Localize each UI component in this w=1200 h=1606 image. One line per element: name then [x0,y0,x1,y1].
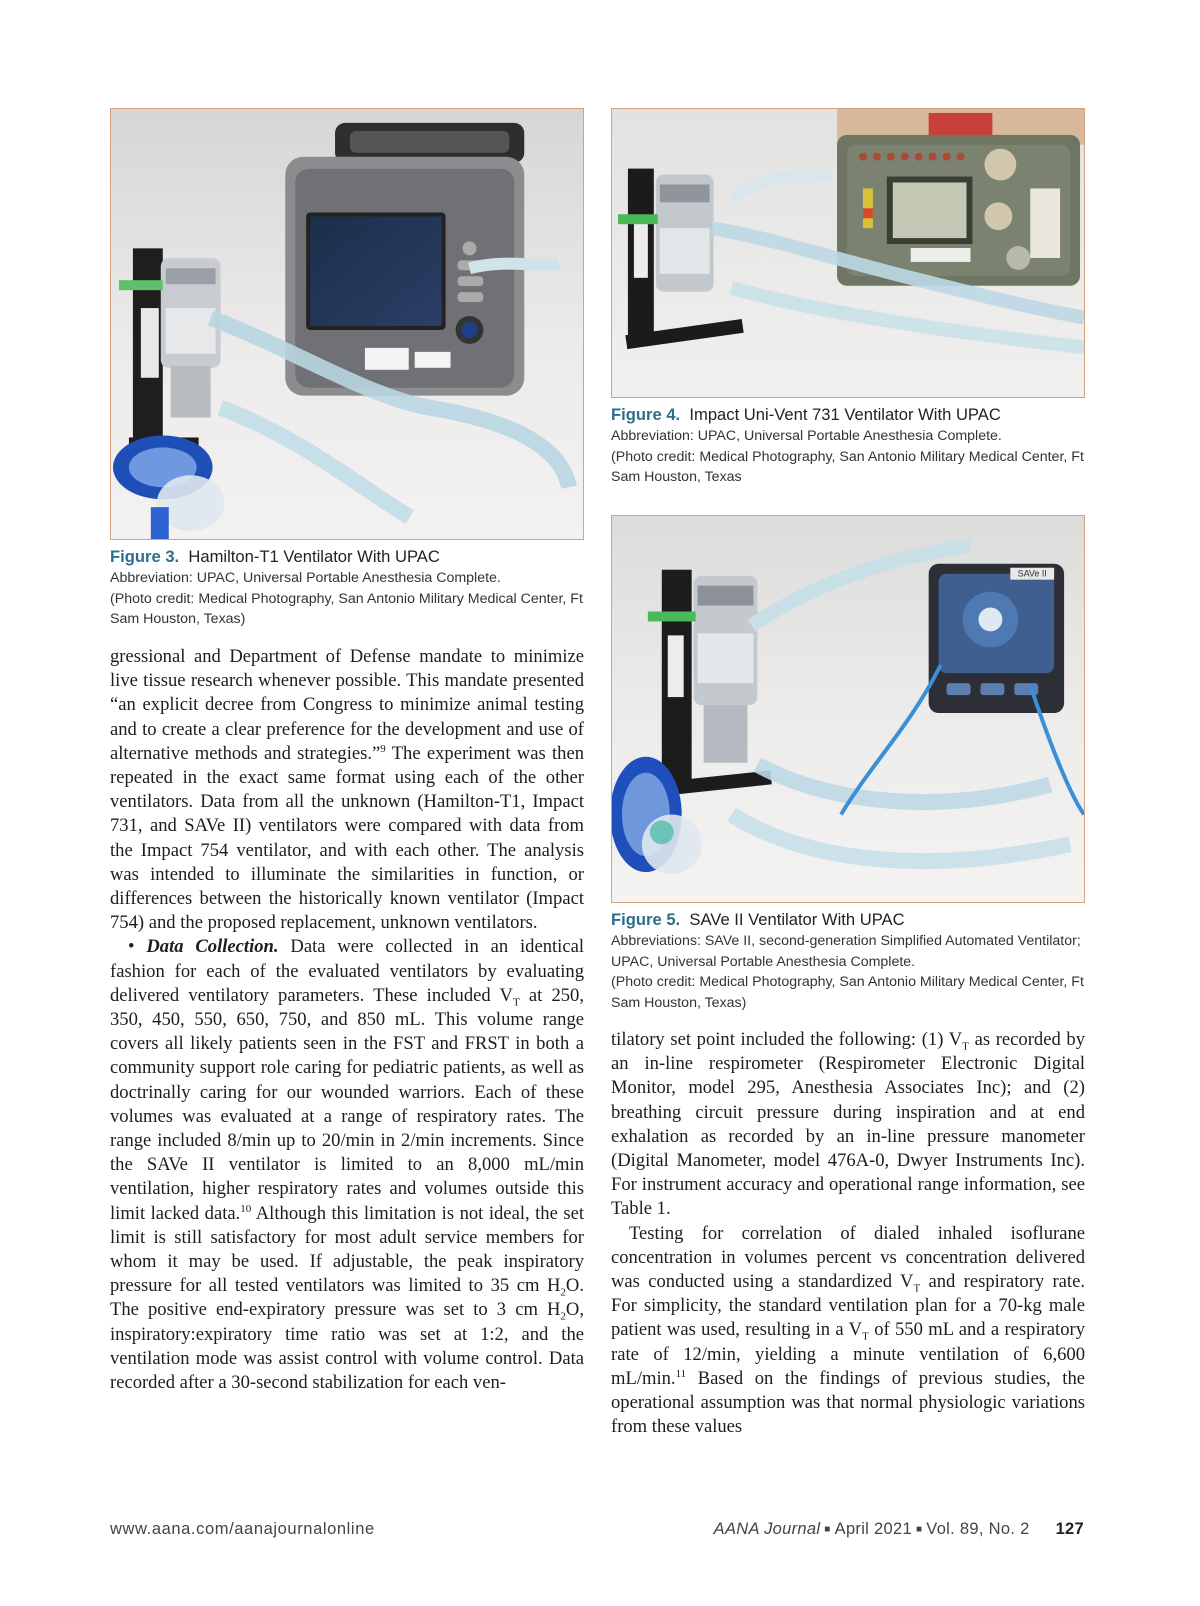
right-p2-text-c: of 550 mL and a respiratory rate of 12/min, yielding a minute ventilation of 6,600 mL/min. [611,1319,1086,1389]
left-paragraph-1 [110,645,584,935]
reference-11: 11 [675,1367,687,1380]
subscript-t: T [913,1282,921,1295]
footer-volume: Vol. 89, No. 2 [926,1520,1030,1538]
footer-date: April 2021 [834,1520,912,1538]
figure-4-caption [611,404,1085,488]
figure-5-abbreviation: Abbreviations: SAVe II, second-generation Simplified Automated Ventilator; UPAC, Universal Portable Anesthesia Complete. [611,933,1081,970]
right-paragraph-2 [611,1222,1085,1440]
left-p2-text-e: O, inspiratory:expiratory time ratio was set at 1:2, and the ventilation mode was assist control with volume control. Data recorded after a 30-second stabilization for each ven- [110,1299,584,1394]
footer-journal-name: AANA Journal [713,1520,821,1538]
figure-5-caption [611,909,1085,1013]
reference-10: 10 [240,1202,252,1215]
subscript-2: 2 [560,1287,566,1299]
subscript-t: T [962,1040,969,1053]
footer-separator: ■ [915,1524,923,1535]
figure-4-credit: (Photo credit: Medical Photography, San Antonio Military Medical Center, Ft Sam Houston, Texas [611,448,1084,485]
figure-4-title-line [611,404,1085,426]
figure-3-caption [110,546,584,630]
subscript-t: T [512,996,520,1009]
left-p1-text-a: gressional and Department of Defense mandate to minimize live tissue research whenever possible. This mandate presented “an explicit decree from Congress to minimize animal testing and to create a clear preference for the development and use of alternative methods and strategies.” [110,646,584,764]
figure-4-title: Impact Uni-Vent 731 Ventilator With UPAC [689,405,1001,424]
page-number: 127 [1055,1520,1084,1538]
left-p2-text-b: at 250, 350, 450, 550, 650, 750, and 850 mL. This volume range covers all likely patients seen in the FST and FRST in both a community support role caring for pediatric patients, as well as doctrinally caring for our wounded warriors. Each of these volumes was evaluated at a range of respiratory rates. The range included 8/min up to 20/min in 2/min increments. Since the SAVe II ventilator is limited to an 8,000 mL/min ventilation, higher respiratory rates and volumes outside this limit lacked data. [110,984,584,1224]
footer-journal-info [714,1520,1084,1539]
left-body-text [110,645,584,1395]
figure-5-title-line [611,909,1085,931]
left-p2-text-d: O. The positive end-expiratory pressure was set to 3 cm H [110,1275,584,1321]
figure-3-title: Hamilton-T1 Ventilator With UPAC [188,547,440,566]
right-body-text [611,1028,1085,1439]
left-p1-text-b: The experiment was then repeated in the exact same format using each of the other ventilators. Data from all the unknown (Hamilton-T1, Impact 731, and SAVe II) ventilators were compared with data from the Impact 754 ventilator, and with each other. The analysis was intended to illuminate the similarities in function, or differences between the historically known ventilator (Impact 754) and the proposed replacement, unknown ventilators. [110,742,584,934]
figure-3-credit: (Photo credit: Medical Photography, San Antonio Military Medical Center, Ft Sam Houston, Texas) [110,590,583,627]
bullet-glyph: • [128,936,147,958]
right-p2-text-d: Based on the findings of previous studies, the operational assumption was that normal physiologic variations from these values [611,1367,1085,1438]
footer-url[interactable]: www.aana.com/aanajournalonline [110,1520,375,1538]
figure-5-photo [611,515,1085,903]
right-p1-text-b: as recorded by an in-line respirometer (Respirometer Electronic Digital Monitor, model 295, Anesthesia Associates Inc); and (2) breathing circuit pressure during inspiration and at end exhalation as recorded by an in-line pressure manometer (Digital Manometer, model 476A-0, Dwyer Instruments Inc). For instrument accuracy and operational range information, see Table 1. [611,1029,1085,1220]
figure-3-label: Figure 3. [110,547,180,566]
save-ii-device-badge: SAVe II [1017,568,1047,579]
subscript-t: T [862,1331,869,1344]
figure-3-abbreviation: Abbreviation: UPAC, Universal Portable Anesthesia Complete. [110,570,501,586]
figure-5-credit: (Photo credit: Medical Photography, San Antonio Military Medical Center, Ft Sam Houston, Texas) [611,974,1084,1011]
figure-4-photo [611,108,1085,398]
subscript-2: 2 [560,1311,566,1324]
reference-9: 9 [380,742,386,755]
figure-5-label: Figure 5. [611,910,681,929]
figure-3-title-line [110,546,584,568]
right-p1-text-a: tilatory set point included the following: (1) V [611,1029,963,1050]
figure-4-label: Figure 4. [611,405,681,424]
left-p2-text-c: Although this limitation is not ideal, the set limit is still satisfactory for most adult service members for whom it may be used. If adjustable, the peak inspiratory pressure for all tested ventilators was limited to 35 cm H [110,1202,585,1297]
figure-3-photo [110,108,584,540]
left-paragraph-2 [110,935,584,1395]
right-p2-text-a: Testing for correlation of dialed inhaled isoflurane concentration in volumes percent vs concentration delivered was conducted using a standardized V [611,1222,1085,1293]
right-p2-text-b: and respiratory rate. For simplicity, the standard ventilation plan for a 70-kg male patient was used, resulting in a V [611,1271,1085,1341]
left-p2-text-a: Data were collected in an identical fashion for each of the evaluated ventilators by evaluating delivered ventilatory parameters. These included V [110,936,584,1006]
right-paragraph-1 [611,1028,1085,1222]
figure-5-title: SAVe II Ventilator With UPAC [689,910,905,929]
footer-separator: ■ [824,1524,831,1535]
figure-4-abbreviation: Abbreviation: UPAC, Universal Portable Anesthesia Complete. [611,428,1002,444]
run-in-heading-data-collection: Data Collection. [146,936,279,958]
